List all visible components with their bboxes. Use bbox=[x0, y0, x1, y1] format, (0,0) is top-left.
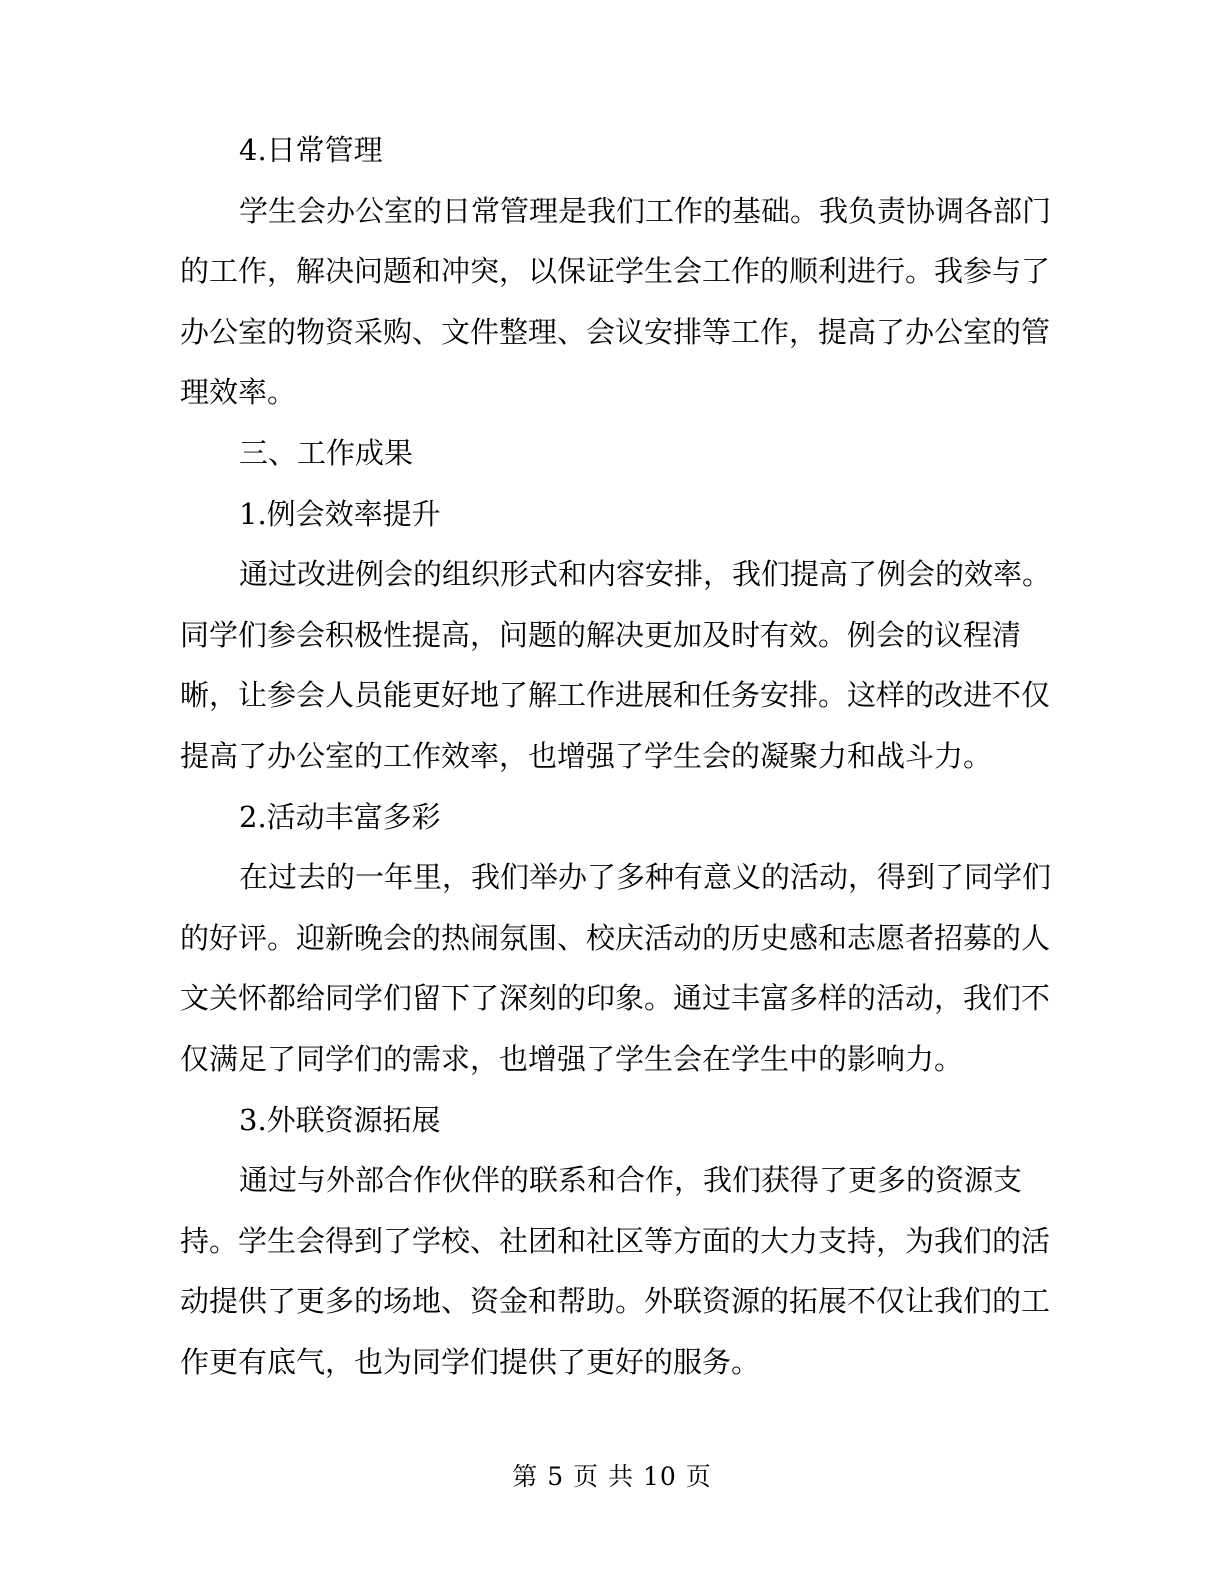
paragraph-daily-management bbox=[180, 181, 1052, 423]
section-heading-external-resources bbox=[180, 1090, 1020, 1151]
paragraph-line: 持。学生会得到了学校、社团和社区等方面的大力支持，为我们的活 bbox=[180, 1223, 1051, 1258]
paragraph-line: 仅满足了同学们的需求，也增强了学生会在学生中的影响力。 bbox=[180, 1041, 964, 1076]
heading-line: 3.外联资源拓展 bbox=[239, 1102, 441, 1137]
paragraph-line: 的好评。迎新晚会的热闹氛围、校庆活动的历史感和志愿者招募的人 bbox=[180, 920, 1051, 955]
heading-line: 三、工作成果 bbox=[239, 435, 414, 470]
document-body bbox=[180, 120, 1052, 1392]
section-heading-meeting-efficiency bbox=[180, 484, 1020, 545]
heading-line: 1.例会效率提升 bbox=[239, 496, 441, 531]
paragraph-line: 晰，让参会人员能更好地了解工作进展和任务安排。这样的改进不仅 bbox=[180, 678, 1051, 713]
paragraph-line: 办公室的物资采购、文件整理、会议安排等工作，提高了办公室的管 bbox=[180, 314, 1051, 349]
paragraph-activities bbox=[180, 847, 1052, 1089]
paragraph-line: 通过改进例会的组织形式和内容安排，我们提高了例会的效率。 bbox=[239, 557, 1052, 592]
paragraph-line: 同学们参会积极性提高，问题的解决更加及时有效。例会的议程清 bbox=[180, 617, 1022, 652]
paragraph-line: 在过去的一年里，我们举办了多种有意义的活动，得到了同学们 bbox=[239, 860, 1052, 895]
paragraph-external-resources bbox=[180, 1150, 1051, 1392]
paragraph-line: 动提供了更多的场地、资金和帮助。外联资源的拓展不仅让我们的工 bbox=[180, 1284, 1051, 1319]
section-heading-daily-management bbox=[180, 120, 1020, 181]
paragraph-meeting-efficiency bbox=[180, 544, 1052, 786]
page-number-label: 第 5 页 共 10 页 bbox=[512, 1462, 712, 1491]
paragraph-line: 提高了办公室的工作效率，也增强了学生会的凝聚力和战斗力。 bbox=[180, 738, 993, 773]
paragraph-line: 作更有底气，也为同学们提供了更好的服务。 bbox=[180, 1344, 761, 1379]
heading-line: 4.日常管理 bbox=[239, 133, 383, 167]
paragraph-line: 的工作，解决问题和冲突，以保证学生会工作的顺利进行。我参与了 bbox=[180, 254, 1051, 289]
paragraph-line: 理效率。 bbox=[180, 375, 297, 410]
section-heading-work-results bbox=[180, 423, 1020, 484]
paragraph-line: 学生会办公室的日常管理是我们工作的基础。我负责协调各部门 bbox=[239, 193, 1052, 228]
page-footer bbox=[0, 1457, 1224, 1497]
paragraph-line: 文关怀都给同学们留下了深刻的印象。通过丰富多样的活动，我们不 bbox=[180, 981, 1051, 1016]
section-heading-activities bbox=[180, 787, 1020, 848]
paragraph-line: 通过与外部合作伙伴的联系和合作，我们获得了更多的资源支 bbox=[239, 1163, 1023, 1198]
heading-line: 2.活动丰富多彩 bbox=[239, 799, 441, 834]
